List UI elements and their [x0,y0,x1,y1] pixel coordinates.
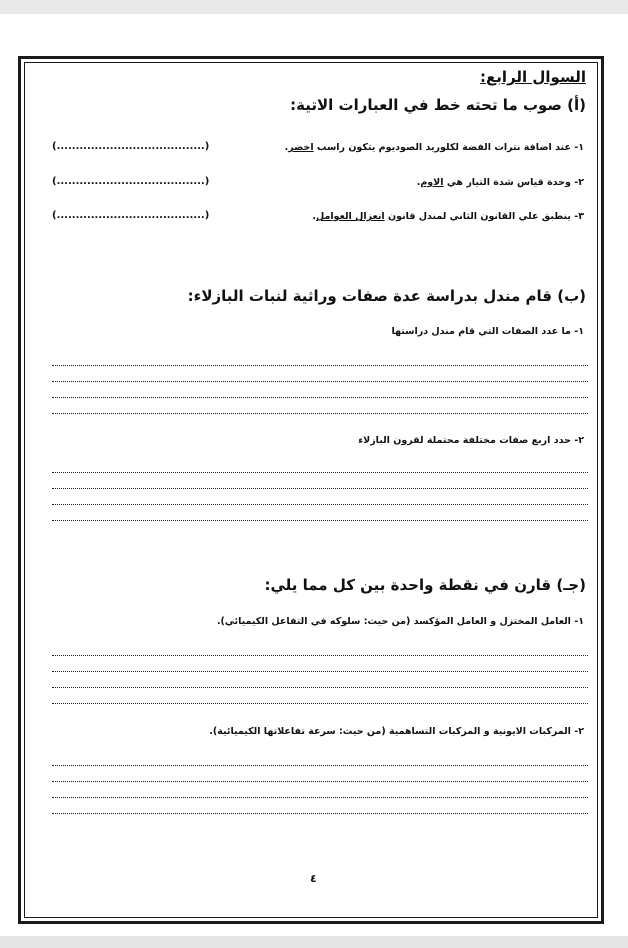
question-title: السوال الرابع: [480,68,586,86]
answer-line[interactable] [52,655,588,656]
answer-line[interactable] [52,813,588,814]
answer-blank-1[interactable]: (.......................................) [52,141,210,152]
answer-line[interactable] [52,797,588,798]
answer-blank-2[interactable]: (.......................................) [52,176,210,187]
answer-line[interactable] [52,472,588,473]
section-b-item-2: ٢- حدد اربع صفات مختلفة محتملة لقرون البازلاء [358,435,584,446]
section-a-item-1: ١- عند اضافة نترات الفضة لكلوريد الصوديوم يتكون راسب اخضر. [284,142,584,153]
answer-blank-3[interactable]: (.......................................) [52,210,210,221]
section-a-item-2: ٢- وحدة قياس شدة التيار هي الاوم. [416,177,584,188]
answer-line[interactable] [52,703,588,704]
top-margin [0,0,628,14]
answer-line[interactable] [52,488,588,489]
answer-line[interactable] [52,687,588,688]
answer-line[interactable] [52,671,588,672]
answer-line[interactable] [52,365,588,366]
answer-line[interactable] [52,504,588,505]
answer-line[interactable] [52,413,588,414]
answer-line[interactable] [52,381,588,382]
section-a-heading: (أ) صوب ما تحته خط في العبارات الاتية: [290,96,586,114]
answer-line[interactable] [52,781,588,782]
bottom-margin [0,936,628,948]
page-number: ٤ [310,872,317,885]
section-c-heading: (جـ) قارن في نقطة واحدة بين كل مما يلي: [264,576,586,594]
answer-line[interactable] [52,397,588,398]
answer-line[interactable] [52,520,588,521]
section-b-item-1: ١- ما عدد الصفات التي قام مندل دراستها [391,326,584,337]
section-a-item-3: ٣- ينطبق علي القانون الثاني لمندل قانون انعزال العوامل. [312,211,584,222]
section-c-item-2: ٢- المركبات الايونية و المركبات التساهمية (من حيث: سرعة تفاعلاتها الكيميائية). [209,726,584,737]
answer-line[interactable] [52,765,588,766]
section-b-heading: (ب) قام مندل بدراسة عدة صفات وراثية لنبات البازلاء: [187,287,586,305]
section-c-item-1: ١- العامل المختزل و العامل المؤكسد (من حيث: سلوكه في التفاعل الكيميائي). [216,616,584,627]
